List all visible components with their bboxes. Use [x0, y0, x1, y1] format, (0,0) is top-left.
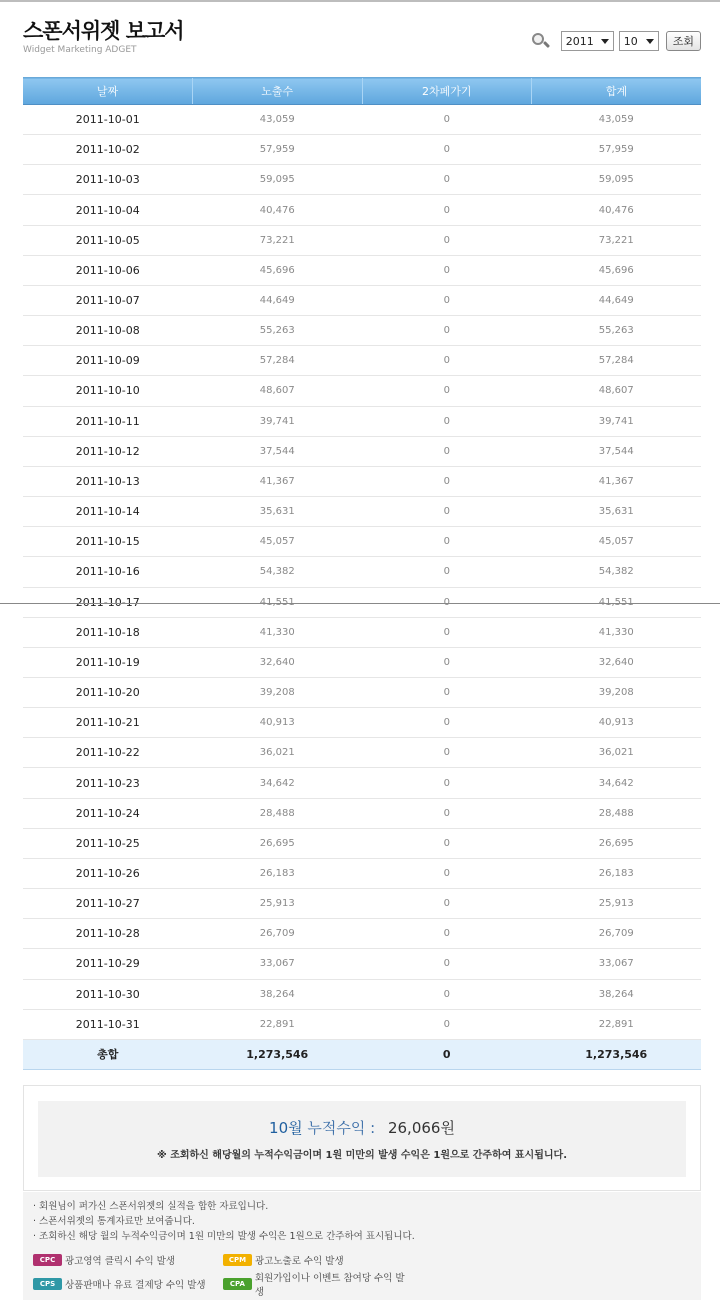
summary-box	[23, 1085, 701, 1191]
table-row	[23, 708, 701, 738]
cell-secondary: 0	[362, 376, 532, 406]
table-row	[23, 949, 701, 979]
table-row	[23, 1009, 701, 1039]
report-body	[23, 105, 701, 1070]
table-row	[23, 255, 701, 285]
cell-impressions: 45,057	[193, 527, 363, 557]
table-row	[23, 889, 701, 919]
table-row	[23, 497, 701, 527]
cell-secondary: 0	[362, 708, 532, 738]
info-line: · 조회하신 해당 월의 누적수익금이며 1원 미만의 발생 수익은 1원으로 간주하여 표시됩니다.	[33, 1231, 415, 1242]
column-header-impressions: 노출수	[193, 78, 363, 105]
cell-secondary: 0	[362, 738, 532, 768]
table-row	[23, 647, 701, 677]
cell-total: 55,263	[532, 316, 702, 346]
cell-total: 57,284	[532, 346, 702, 376]
cell-secondary: 0	[362, 255, 532, 285]
cpm-badge: CPM	[223, 1254, 252, 1266]
cell-impressions: 25,913	[193, 889, 363, 919]
cell-secondary: 0	[362, 436, 532, 466]
table-row	[23, 406, 701, 436]
cell-impressions: 41,367	[193, 466, 363, 496]
table-row	[23, 466, 701, 496]
table-header-row	[23, 78, 701, 105]
cell-total: 34,642	[532, 768, 702, 798]
cell-impressions: 44,649	[193, 285, 363, 315]
cell-total: 45,057	[532, 527, 702, 557]
cell-total: 41,330	[532, 617, 702, 647]
cell-secondary: 0	[362, 647, 532, 677]
cell-date: 2011-10-08	[23, 316, 193, 346]
cell-impressions: 41,330	[193, 617, 363, 647]
legend-row	[33, 1248, 691, 1272]
legend-text: 광고영역 클릭시 수익 발생	[65, 1256, 176, 1267]
cumulative-label: 누적수익 :	[307, 1119, 376, 1137]
cell-secondary: 0	[362, 135, 532, 165]
cell-secondary: 0	[362, 889, 532, 919]
cell-secondary: 0	[362, 677, 532, 707]
cell-impressions: 57,959	[193, 135, 363, 165]
cell-secondary: 0	[362, 919, 532, 949]
cell-impressions: 39,208	[193, 677, 363, 707]
table-row	[23, 798, 701, 828]
cell-date: 2011-10-07	[23, 285, 193, 315]
legend-item-cpc	[33, 1253, 223, 1267]
cell-impressions: 59,095	[193, 165, 363, 195]
report-table	[23, 77, 701, 1070]
table-row	[23, 225, 701, 255]
cell-date: 2011-10-24	[23, 798, 193, 828]
cell-total: 39,208	[532, 677, 702, 707]
cell-date: 2011-10-18	[23, 617, 193, 647]
table-row	[23, 617, 701, 647]
table-row	[23, 738, 701, 768]
cell-impressions: 73,221	[193, 225, 363, 255]
cell-date: 2011-10-10	[23, 376, 193, 406]
table-row	[23, 557, 701, 587]
cell-date: 2011-10-31	[23, 1009, 193, 1039]
cell-secondary: 0	[362, 466, 532, 496]
cell-date: 2011-10-03	[23, 165, 193, 195]
info-box	[23, 1192, 701, 1300]
cell-impressions: 36,021	[193, 738, 363, 768]
legend-text: 상품판매나 유료 결제당 수익 발생	[65, 1280, 206, 1291]
table-row	[23, 979, 701, 1009]
cell-secondary: 0	[362, 828, 532, 858]
table-row	[23, 316, 701, 346]
cell-total: 25,913	[532, 889, 702, 919]
cell-date: 2011-10-25	[23, 828, 193, 858]
cell-impressions: 33,067	[193, 949, 363, 979]
cell-date: 2011-10-09	[23, 346, 193, 376]
page-subtitle: Widget Marketing ADGET	[23, 45, 137, 55]
cell-date: 2011-10-13	[23, 466, 193, 496]
cell-date: 2011-10-02	[23, 135, 193, 165]
cell-secondary: 0	[362, 949, 532, 979]
info-line: · 스폰서위젯의 통계자료만 보여줍니다.	[33, 1216, 195, 1227]
cell-date: 2011-10-12	[23, 436, 193, 466]
cell-total: 32,640	[532, 647, 702, 677]
query-button[interactable]: 조회	[666, 31, 701, 51]
column-header-secondary: 2차페가기	[362, 78, 532, 105]
cell-impressions: 43,059	[193, 105, 363, 135]
cps-badge: CPS	[33, 1278, 62, 1290]
table-row	[23, 677, 701, 707]
cell-secondary: 0	[362, 285, 532, 315]
cell-secondary: 0	[362, 406, 532, 436]
page-title: 스폰서위젯 보고서	[23, 19, 184, 43]
table-row	[23, 195, 701, 225]
year-select[interactable]	[561, 31, 614, 51]
cell-secondary: 0	[362, 225, 532, 255]
month-select-value: 10	[623, 34, 638, 48]
cell-impressions: 28,488	[193, 798, 363, 828]
cell-secondary: 0	[362, 617, 532, 647]
cell-impressions: 32,640	[193, 647, 363, 677]
cell-total: 22,891	[532, 1009, 702, 1039]
summary-panel	[38, 1101, 686, 1177]
cpa-badge: CPA	[223, 1278, 252, 1290]
year-select-value: 2011	[565, 34, 594, 48]
cell-impressions: 35,631	[193, 497, 363, 527]
cell-date: 2011-10-11	[23, 406, 193, 436]
top-border	[0, 0, 720, 2]
cell-total: 40,913	[532, 708, 702, 738]
table-row	[23, 919, 701, 949]
summary-note: ※ 조회하신 해당월의 누적수익금이며 1원 미만의 발생 수익은 1원으로 간주하여 표시됩니다.	[156, 1150, 567, 1161]
legend-text: 광고노출로 수익 발생	[255, 1256, 344, 1267]
cell-secondary: 0	[362, 858, 532, 888]
cumulative-earnings	[38, 1117, 686, 1138]
cell-impressions: 39,741	[193, 406, 363, 436]
chevron-down-icon	[646, 39, 654, 44]
cell-total: 59,095	[532, 165, 702, 195]
cell-total: 26,695	[532, 828, 702, 858]
table-row	[23, 436, 701, 466]
table-row	[23, 527, 701, 557]
cell-total: 26,709	[532, 919, 702, 949]
cell-secondary: 0	[362, 316, 532, 346]
cell-total: 38,264	[532, 979, 702, 1009]
cell-secondary: 0	[362, 497, 532, 527]
cell-total: 48,607	[532, 376, 702, 406]
cumulative-amount: 26,066원	[387, 1119, 455, 1137]
cell-date: 2011-10-01	[23, 105, 193, 135]
cell-impressions: 57,284	[193, 346, 363, 376]
cell-secondary: 0	[362, 979, 532, 1009]
cell-secondary: 0	[362, 1009, 532, 1039]
page-header	[23, 18, 184, 56]
cell-total: 43,059	[532, 105, 702, 135]
cell-secondary: 0	[362, 105, 532, 135]
month-select[interactable]	[619, 31, 659, 51]
cell-date: 2011-10-22	[23, 738, 193, 768]
cell-date: 2011-10-05	[23, 225, 193, 255]
cell-total: 28,488	[532, 798, 702, 828]
cell-date: 2011-10-06	[23, 255, 193, 285]
cell-total: 37,544	[532, 436, 702, 466]
cell-impressions: 26,709	[193, 919, 363, 949]
cell-date: 2011-10-29	[23, 949, 193, 979]
cell-date: 2011-10-14	[23, 497, 193, 527]
cell-impressions: 38,264	[193, 979, 363, 1009]
total-row	[23, 1039, 701, 1069]
cell-total: 36,021	[532, 738, 702, 768]
table-row	[23, 858, 701, 888]
cell-total: 33,067	[532, 949, 702, 979]
cell-date: 2011-10-15	[23, 527, 193, 557]
cell-impressions: 40,476	[193, 195, 363, 225]
table-row	[23, 376, 701, 406]
cell-date: 2011-10-16	[23, 557, 193, 587]
info-line: · 회원님이 퍼가신 스폰서위젯의 실적을 합한 자료입니다.	[33, 1201, 269, 1212]
cell-impressions: 22,891	[193, 1009, 363, 1039]
cell-impressions: 40,913	[193, 708, 363, 738]
scroll-divider	[0, 603, 720, 604]
table-row	[23, 285, 701, 315]
total-secondary: 0	[362, 1039, 532, 1069]
legend-row	[33, 1272, 691, 1296]
cell-impressions: 55,263	[193, 316, 363, 346]
table-row	[23, 768, 701, 798]
cell-total: 45,696	[532, 255, 702, 285]
cell-date: 2011-10-21	[23, 708, 193, 738]
cell-date: 2011-10-23	[23, 768, 193, 798]
cell-impressions: 26,183	[193, 858, 363, 888]
cell-date: 2011-10-27	[23, 889, 193, 919]
cell-total: 57,959	[532, 135, 702, 165]
cell-date: 2011-10-19	[23, 647, 193, 677]
cell-secondary: 0	[362, 557, 532, 587]
total-sum: 1,273,546	[532, 1039, 702, 1069]
table-row	[23, 165, 701, 195]
cell-secondary: 0	[362, 195, 532, 225]
cell-total: 35,631	[532, 497, 702, 527]
cell-date: 2011-10-28	[23, 919, 193, 949]
column-header-date: 날짜	[23, 78, 193, 105]
cell-impressions: 54,382	[193, 557, 363, 587]
cell-impressions: 48,607	[193, 376, 363, 406]
cumulative-month: 10월	[269, 1119, 303, 1137]
legend-item-cps	[33, 1277, 223, 1291]
cell-date: 2011-10-30	[23, 979, 193, 1009]
cell-impressions: 34,642	[193, 768, 363, 798]
cell-secondary: 0	[362, 527, 532, 557]
legend-item-cpa	[223, 1270, 413, 1298]
table-row	[23, 105, 701, 135]
table-row	[23, 828, 701, 858]
cell-date: 2011-10-26	[23, 858, 193, 888]
chevron-down-icon	[601, 39, 609, 44]
column-header-total: 합계	[532, 78, 702, 105]
cell-total: 54,382	[532, 557, 702, 587]
cell-total: 26,183	[532, 858, 702, 888]
cell-impressions: 26,695	[193, 828, 363, 858]
cell-secondary: 0	[362, 346, 532, 376]
cell-total: 39,741	[532, 406, 702, 436]
cell-secondary: 0	[362, 798, 532, 828]
cell-total: 41,367	[532, 466, 702, 496]
cell-secondary: 0	[362, 768, 532, 798]
query-controls	[530, 31, 701, 51]
table-row	[23, 346, 701, 376]
legend-item-cpm	[223, 1253, 413, 1267]
cell-date: 2011-10-04	[23, 195, 193, 225]
cell-date: 2011-10-20	[23, 677, 193, 707]
total-impressions: 1,273,546	[193, 1039, 363, 1069]
total-label: 총합	[23, 1039, 193, 1069]
search-icon	[530, 31, 552, 51]
cell-secondary: 0	[362, 165, 532, 195]
cell-total: 40,476	[532, 195, 702, 225]
table-row	[23, 135, 701, 165]
legend	[33, 1248, 691, 1296]
cpc-badge: CPC	[33, 1254, 62, 1266]
cell-total: 73,221	[532, 225, 702, 255]
cell-impressions: 45,696	[193, 255, 363, 285]
cell-total: 44,649	[532, 285, 702, 315]
cell-impressions: 37,544	[193, 436, 363, 466]
legend-text: 회원가입이나 이벤트 참여당 수익 발생	[254, 1273, 405, 1298]
